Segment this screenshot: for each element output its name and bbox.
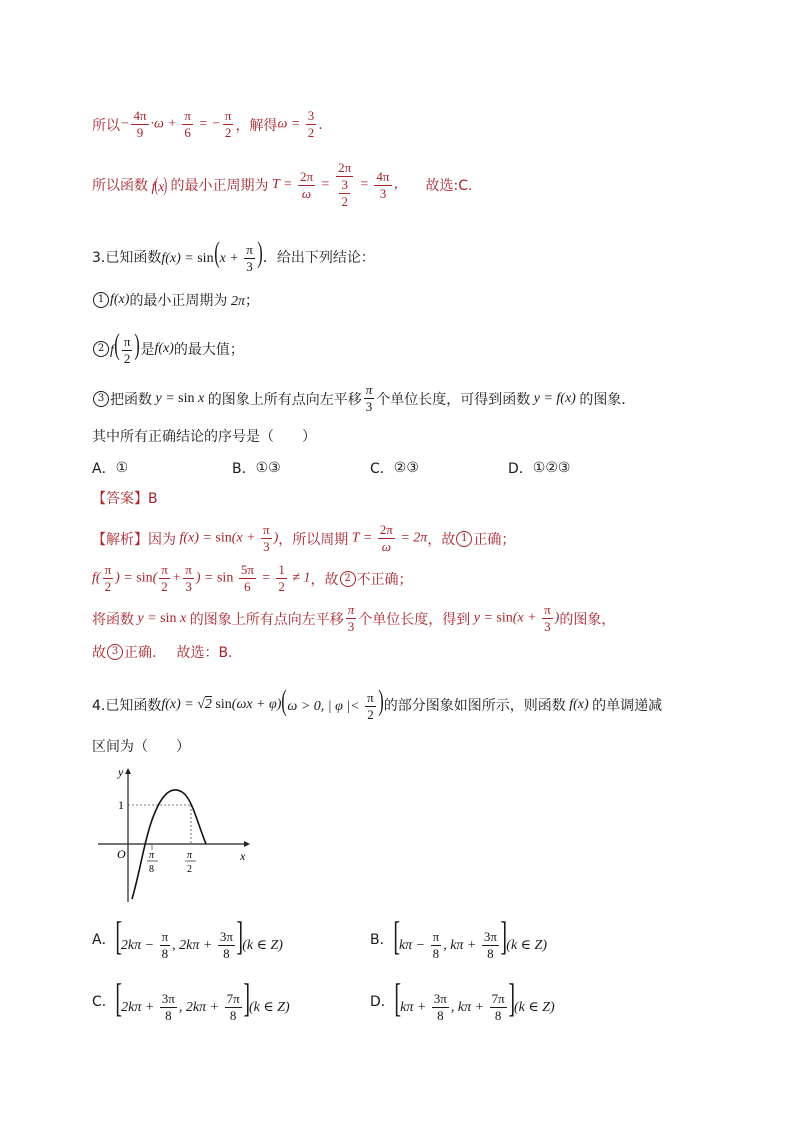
q4-stem-mid: 的部分图象如图所示，则函数 [383,697,566,714]
x-axis-arrow [244,841,250,847]
analysis-line-2: f( $\frac{\pi}{2}$ ) = sin( $\frac{\pi}{2}$ + $\frac{\pi}{3}$ ) = sin $\frac{5\pi}{6}$ = $\frac{1}{2}$ ≠ 1 ，故 2 不正确； [92,562,413,594]
q3-stem [92,238,375,275]
svg-text:8: 8 [149,864,154,875]
analysis-because: 因为 [148,531,176,548]
analysis-so-2: ，故 [310,571,339,588]
one-label: 1 [118,798,124,812]
analysis-period: ，所以周期 [278,531,349,548]
text-solve: ，解得 [235,117,278,134]
y-axis-arrow [125,768,131,774]
q3-option-c[interactable]: C． ②③ [370,460,419,477]
q3-option-d[interactable]: D． ①②③ [508,460,571,477]
solution-line-omega [92,108,323,141]
q4-number: 4.已知函数 [92,697,162,714]
analysis-line-3: 将函数 y = sin x 的图象上所有点向左平移 $\frac{\pi}{3}$ 个单位长度，得到 y = sin(x + $\frac{\pi}{3}$ ) 的图象， [92,602,616,634]
q3-option-b[interactable]: B． ①③ [232,460,281,477]
analysis-shift-c: 个单位长度，得到 [358,611,471,628]
statement-3: 3 把函数 y = sin x 的图象上所有点向左平移 $\frac{\pi}{3}$ 个单位长度，可得到函数 y = f(x) 的图象． [92,382,635,415]
q4-stem: 4.已知函数 f(x) = √2 sin(ωx + φ) (ω > 0, | φ |< $\frac{\pi}{2}$ ) 的部分图象如图所示，则函数 f(x) 的单调递减 [92,684,663,723]
analysis-line-1: 【解析】 因为 f(x) = sin(x + $\frac{\pi}{3}$ ) ，所以周期 T = $\frac{2\pi}{\omega}$ = 2π ，故 1 正确； [92,522,516,554]
statement-1-text: 的最小正周期为 [129,293,228,309]
analysis-shift-b: 的图象上所有点向左平移 [189,611,344,628]
analysis-correct-3: 正确. [124,645,157,661]
x-label: x [240,849,246,863]
analysis-shift-d: 的图象， [559,611,616,628]
q4-option-c[interactable]: C． [2kπ + $\frac{3\pi}{8}$ , 2kπ + $\frac{7\pi}{8}$ ](k ∈ Z) [92,975,290,1024]
analysis-answer: 故选：B. [176,645,233,661]
formula-omega-value: ω = $\frac{3}{2}$ [277,108,315,140]
solution-line-period [92,160,472,210]
analysis-label: 【解析】 [92,531,148,548]
q4-graph [92,762,252,908]
origin-label: O [117,847,126,861]
analysis-incorrect-2: 不正确； [356,571,413,588]
analysis-so: ，故 [427,531,456,548]
svg-text:π: π [149,850,155,861]
q4-option-b[interactable]: B． [kπ − $\frac{\pi}{8}$ , kπ + $\frac{3\pi}{8}$ ](k ∈ Z) [370,913,547,962]
formula-period: T = $\frac{2\pi}{\omega}$ = $\frac{2\pi}{\frac{3}{2}}$ = $\frac{4\pi}{3}$ ， [268,160,408,209]
statement-2: 2 f( $\frac{\pi}{2}$ ) 是 f(x) 的最大值； [92,330,244,367]
q4-stem-2: 区间为（ ） [92,739,190,755]
q3-stem-tail: ．给出下列结论： [262,249,375,266]
answer-label: 【答案】B [92,491,158,507]
pi8-label [147,850,158,875]
text-min-period: 的最小正周期为 [170,178,269,194]
svg-text:2: 2 [187,864,192,875]
text-function: 所以函数 [92,178,148,194]
formula-omega: − $\frac{4\pi}{9}$ ·ω + $\frac{\pi}{6}$ = − $\frac{\pi}{2}$ [120,108,232,140]
analysis-shift-a: 将函数 [92,611,134,628]
y-label: y [118,765,124,779]
statement-1: 1 f(x) 的最小正周期为 2π； [92,290,259,310]
text-so: 所以 [92,117,120,134]
pi2-label [185,850,196,875]
analysis-so-3: 故 [92,645,106,661]
q3-number: 3.已知函数 [92,249,162,266]
analysis-line-4: 故 3 正确. 故选：B. [92,642,233,662]
q3-function: f(x) = sin(x + $\frac{\pi}{3}$ ) [161,236,263,275]
period-mark: . [318,116,323,133]
q3-option-a[interactable]: A． ① [92,460,129,477]
analysis-correct-1: 正确； [473,531,516,548]
q3-ask: 其中所有正确结论的序号是（ ） [92,429,316,445]
statement-3-a: 把函数 [110,391,152,408]
q4-option-d[interactable]: D． [kπ + $\frac{3\pi}{8}$ , kπ + $\frac{7\pi}{8}$ ](k ∈ Z) [370,975,555,1024]
statement-3-c: 个单位长度，可得到函数 [376,391,531,408]
answer-c: 故选:C. [425,178,473,194]
svg-text:π: π [187,850,193,861]
q4-stem-tail: 的单调递减 [592,697,663,714]
statement-2-text: 的最大值； [173,341,244,358]
statement-3-d: 的图象． [579,391,636,408]
q4-option-a[interactable]: A． [2kπ − $\frac{\pi}{8}$ , 2kπ + $\frac{3\pi}{8}$ ](k ∈ Z) [92,913,283,962]
formula-fx: f(x) [148,173,168,196]
statement-2-is: 是 [140,341,155,358]
statement-3-b: 的图象上所有点向左平移 [207,391,362,408]
